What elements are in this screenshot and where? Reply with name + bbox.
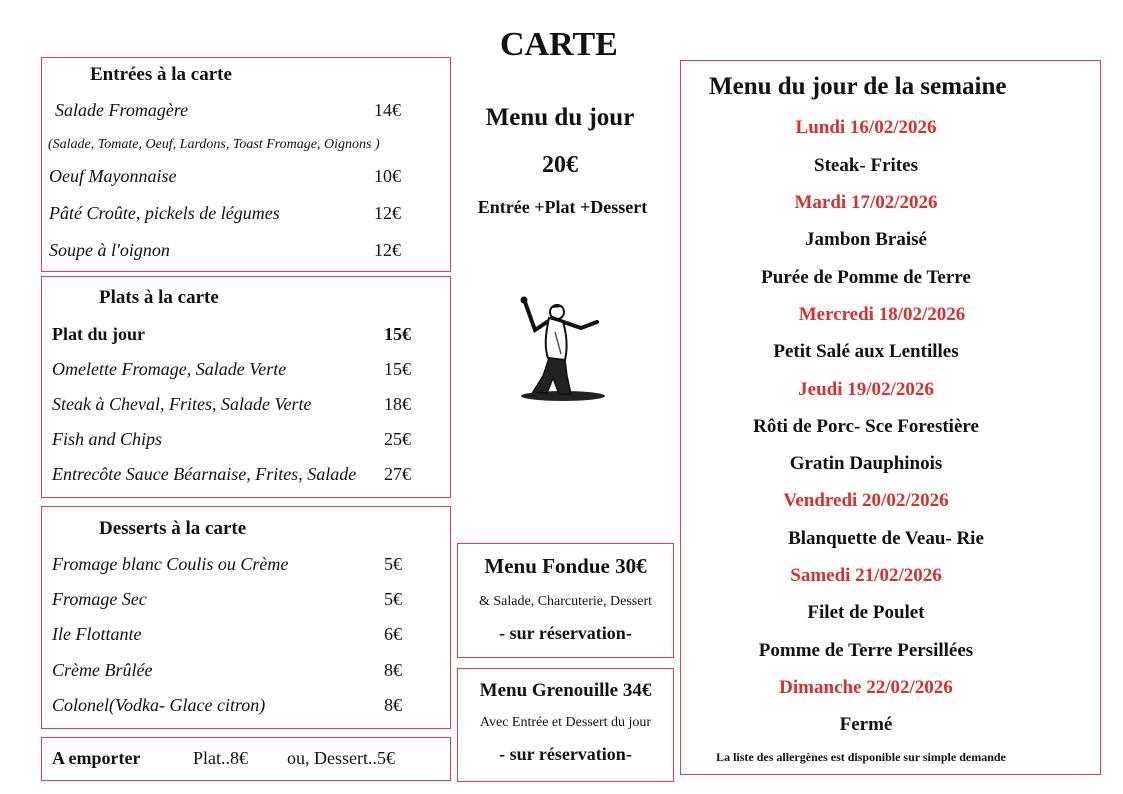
emporter-plat: Plat..8€ (193, 748, 249, 768)
entrees-section (41, 57, 451, 272)
menu-item-name: Colonel(Vodka- Glace citron) (52, 695, 266, 715)
menu-du-jour-price: 20€ (542, 152, 578, 178)
fondue-note: - sur réservation- (499, 623, 632, 643)
menu-du-jour-detail: Entrée +Plat +Dessert (477, 197, 648, 217)
day-dish: Gratin Dauphinois (789, 453, 943, 474)
day-dish: Filet de Poulet (807, 602, 925, 623)
menu-item-price: 15€ (384, 324, 411, 344)
menu-item-name: Plat du jour (52, 324, 146, 344)
fondue-detail: & Salade, Charcuterie, Dessert (479, 594, 652, 609)
menu-item-price: 10€ (374, 166, 401, 186)
menu-item-name: Oeuf Mayonnaise (49, 166, 177, 186)
grenouille-section (457, 668, 674, 782)
menu-du-jour-title: Menu du jour (485, 104, 635, 131)
semaine-heading: Menu du jour de la semaine (709, 73, 1007, 100)
plats-heading: Plats à la carte (99, 287, 219, 308)
grenouille-title: Menu Grenouille 34€ (479, 680, 652, 701)
menu-item-price: 12€ (374, 203, 401, 223)
fondue-section (457, 543, 674, 658)
menu-item-name: Fromage Sec (52, 589, 147, 609)
menu-item-price: 5€ (384, 589, 402, 609)
menu-item-price: 8€ (384, 695, 402, 715)
menu-item-name: Salade Fromagère (55, 100, 189, 120)
menu-item-price: 5€ (384, 554, 402, 574)
menu-item-price: 27€ (384, 464, 411, 484)
day-dish: Blanquette de Veau- Rie (788, 528, 984, 549)
day-dish: Fermé (839, 714, 893, 735)
menu-item-price: 18€ (384, 394, 411, 414)
salade-note: (Salade, Tomate, Oeuf, Lardons, Toast Fromage, Oignons ) (48, 137, 380, 152)
menu-item-name: Fromage blanc Coulis ou Crème (52, 554, 289, 574)
plats-section (41, 276, 451, 498)
day-dish: Jambon Braisé (805, 229, 927, 250)
emporter-label: A emporter (52, 748, 141, 768)
semaine-section (680, 60, 1101, 775)
grenouille-detail: Avec Entrée et Dessert du jour (479, 715, 652, 730)
allergens-note: La liste des allergènes est disponible sur simple demande (716, 750, 1006, 764)
day-dish: Rôti de Porc- Sce Forestière (753, 416, 979, 437)
page-title: CARTE (500, 26, 618, 63)
menu-item-name: Soupe à l'oignon (49, 240, 170, 260)
grenouille-note: - sur réservation- (499, 744, 632, 764)
day-dish: Pomme de Terre Persillées (758, 640, 974, 661)
day-label: Mardi 17/02/2026 (794, 192, 938, 213)
desserts-section (41, 506, 451, 729)
day-dish: Purée de Pomme de Terre (761, 267, 971, 288)
menu-item-price: 14€ (374, 100, 401, 120)
day-label: Mercredi 18/02/2026 (798, 304, 966, 325)
menu-item-name: Pâté Croûte, pickels de légumes (49, 203, 280, 223)
day-dish: Petit Salé aux Lentilles (773, 341, 959, 362)
menu-item-name: Steak à Cheval, Frites, Salade Verte (52, 394, 312, 414)
day-label: Samedi 21/02/2026 (790, 565, 942, 586)
day-dish: Steak- Frites (814, 155, 918, 176)
fondue-title: Menu Fondue 30€ (484, 554, 647, 578)
day-label: Jeudi 19/02/2026 (798, 379, 934, 400)
menu-item-name: Entrecôte Sauce Béarnaise, Frites, Salade (52, 464, 357, 484)
menu-item-price: 8€ (384, 660, 402, 680)
menu-item-price: 25€ (384, 429, 411, 449)
emporter-dessert: ou, Dessert..5€ (287, 748, 395, 768)
menu-item-name: Crème Brûlée (52, 660, 153, 680)
entrees-heading: Entrées à la carte (90, 64, 232, 85)
menu-item-price: 15€ (384, 359, 411, 379)
day-label: Dimanche 22/02/2026 (779, 677, 953, 698)
menu-item-name: Omelette Fromage, Salade Verte (52, 359, 287, 379)
desserts-heading: Desserts à la carte (99, 518, 247, 539)
menu-item-price: 6€ (384, 624, 402, 644)
menu-item-name: Fish and Chips (52, 429, 163, 449)
petanque-player-illustration (513, 292, 609, 404)
menu-item-price: 12€ (374, 240, 401, 260)
day-label: Lundi 16/02/2026 (795, 117, 937, 138)
emporter-section (41, 737, 451, 781)
day-label: Vendredi 20/02/2026 (783, 490, 949, 511)
menu-item-name: Ile Flottante (52, 624, 142, 644)
